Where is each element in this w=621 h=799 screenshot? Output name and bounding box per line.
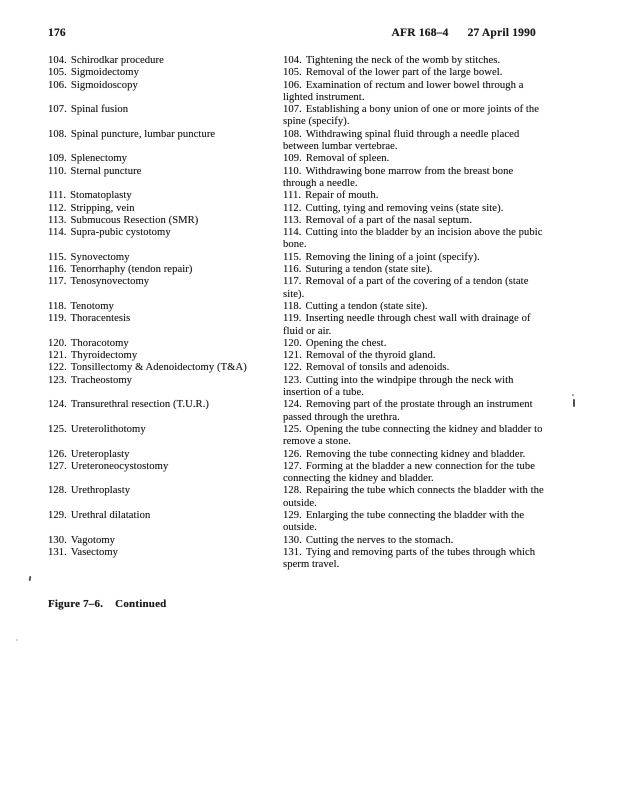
procedure-term bbox=[48, 350, 283, 362]
term-number: 121. bbox=[48, 350, 67, 362]
definition-text: Removal of the lower part of the large bowel. bbox=[305, 67, 503, 79]
definition-text: Removal of a part of the covering of a tendon (state site). bbox=[283, 276, 529, 300]
definition-text: Cutting into the windpipe through the neck with insertion of a tube. bbox=[283, 374, 514, 399]
definition-number: 113. bbox=[283, 214, 302, 226]
term-number: 128. bbox=[48, 485, 67, 497]
definition-text: Inserting needle through chest wall with drainage of fluid or air. bbox=[283, 313, 531, 337]
definition-text: Removal of a part of the nasal septum. bbox=[305, 214, 473, 226]
term-number: 104. bbox=[48, 55, 67, 66]
term-text: Supra-pubic cystotomy bbox=[70, 227, 171, 239]
term-text: Schirodkar procedure bbox=[70, 55, 164, 66]
term-number: 106. bbox=[48, 79, 67, 91]
procedure-term bbox=[48, 203, 283, 215]
definition-number: 116. bbox=[283, 264, 302, 276]
definition-text: Cutting a tendon (state site). bbox=[305, 300, 428, 312]
term-text: Thyroidectomy bbox=[70, 350, 138, 362]
glossary-row bbox=[48, 485, 545, 510]
procedure-term bbox=[48, 80, 283, 105]
term-text: Sternal puncture bbox=[70, 165, 142, 177]
term-text: Splenectomy bbox=[70, 153, 128, 165]
definition-text: Opening the tube connecting the kidney and bladder to remove a stone. bbox=[283, 423, 543, 448]
glossary-row bbox=[48, 362, 545, 374]
term-text: Urethral dilatation bbox=[70, 509, 151, 521]
definition-number: 112. bbox=[283, 202, 302, 214]
definition-text: Removal of tonsils and adenoids. bbox=[305, 362, 450, 374]
doc-date: 27 April 1990 bbox=[467, 27, 536, 39]
procedure-definition bbox=[283, 313, 545, 338]
term-text: Ureterolithotomy bbox=[70, 423, 146, 435]
term-text: Ureteroplasty bbox=[70, 448, 130, 460]
definition-text: Removal of the thyroid gland. bbox=[305, 350, 436, 362]
definition-number: 123. bbox=[283, 374, 302, 386]
term-text: Ureteroneocystostomy bbox=[70, 460, 169, 472]
term-number: 127. bbox=[48, 460, 67, 472]
glossary-row bbox=[48, 67, 545, 79]
procedure-term bbox=[48, 510, 283, 535]
term-text: Synovectomy bbox=[70, 251, 130, 263]
procedure-definition bbox=[283, 252, 545, 264]
glossary-row bbox=[48, 375, 545, 400]
procedure-definition bbox=[283, 535, 545, 547]
definition-number: 128. bbox=[283, 485, 302, 497]
glossary-row bbox=[48, 252, 545, 264]
definition-number: 106. bbox=[283, 79, 302, 91]
definition-number: 120. bbox=[283, 337, 302, 349]
definition-number: 107. bbox=[283, 104, 302, 116]
term-number: 111. bbox=[48, 190, 67, 202]
procedure-definition bbox=[283, 190, 545, 202]
header-right bbox=[392, 27, 536, 39]
definition-text: Removing the tube connecting kidney and bladder. bbox=[305, 448, 526, 460]
term-text: Vagotomy bbox=[70, 534, 116, 546]
definition-number: 109. bbox=[283, 153, 302, 165]
scan-artifact-apostrophe bbox=[29, 576, 32, 581]
term-number: 117. bbox=[48, 276, 67, 288]
definition-number: 118. bbox=[283, 300, 302, 312]
glossary-row bbox=[48, 313, 545, 338]
term-number: 118. bbox=[48, 300, 67, 312]
term-number: 112. bbox=[48, 202, 67, 214]
term-text: Sigmoidectomy bbox=[70, 67, 139, 79]
page-header bbox=[48, 27, 536, 39]
procedure-term bbox=[48, 166, 283, 191]
term-text: Thoracotomy bbox=[70, 337, 129, 349]
term-number: 125. bbox=[48, 423, 67, 435]
procedure-term bbox=[48, 461, 283, 486]
glossary-row bbox=[48, 535, 545, 547]
procedure-definition bbox=[283, 203, 545, 215]
definition-number: 122. bbox=[283, 362, 302, 374]
procedure-definition bbox=[283, 227, 545, 252]
procedure-term bbox=[48, 276, 283, 301]
glossary-row bbox=[48, 166, 545, 191]
term-number: 119. bbox=[48, 313, 67, 325]
definition-number: 111. bbox=[283, 190, 302, 202]
procedure-term bbox=[48, 104, 283, 129]
procedure-definition bbox=[283, 276, 545, 301]
term-number: 120. bbox=[48, 337, 67, 349]
term-text: Submucous Resection (SMR) bbox=[70, 214, 199, 226]
procedure-definition bbox=[283, 67, 545, 79]
definition-number: 126. bbox=[283, 448, 302, 460]
term-number: 114. bbox=[48, 227, 67, 239]
term-number: 105. bbox=[48, 67, 67, 79]
term-number: 115. bbox=[48, 251, 67, 263]
glossary-row bbox=[48, 338, 545, 350]
term-number: 130. bbox=[48, 534, 67, 546]
glossary-row bbox=[48, 510, 545, 535]
term-number: 126. bbox=[48, 448, 67, 460]
definition-number: 108. bbox=[283, 128, 302, 140]
doc-reference: AFR 168–4 bbox=[391, 27, 449, 39]
definition-number: 114. bbox=[283, 227, 302, 239]
procedure-definition bbox=[283, 80, 545, 105]
procedure-term bbox=[48, 55, 283, 67]
procedure-definition bbox=[283, 399, 545, 424]
term-text: Thoracentesis bbox=[70, 313, 131, 325]
term-number: 122. bbox=[48, 362, 67, 374]
procedure-term bbox=[48, 153, 283, 165]
definition-number: 119. bbox=[283, 313, 302, 325]
procedure-glossary bbox=[48, 55, 545, 571]
procedure-term bbox=[48, 375, 283, 400]
definition-text: Tightening the neck of the womb by stitches. bbox=[305, 55, 501, 66]
procedure-term bbox=[48, 362, 283, 374]
term-text: Stripping, vein bbox=[70, 202, 135, 214]
term-text: Sigmoidoscopy bbox=[70, 79, 138, 91]
procedure-definition bbox=[283, 547, 545, 572]
glossary-row bbox=[48, 227, 545, 252]
definition-number: 121. bbox=[283, 350, 302, 362]
procedure-term bbox=[48, 338, 283, 350]
glossary-row bbox=[48, 350, 545, 362]
definition-text: Withdrawing bone marrow from the breast bone through a needle. bbox=[283, 165, 514, 189]
term-text: Tenosynovectomy bbox=[70, 276, 150, 288]
term-number: 129. bbox=[48, 509, 67, 521]
procedure-term bbox=[48, 485, 283, 510]
glossary-row bbox=[48, 80, 545, 105]
procedure-definition bbox=[283, 129, 545, 154]
term-text: Tenorrhaphy (tendon repair) bbox=[70, 264, 193, 276]
procedure-term bbox=[48, 399, 283, 424]
term-number: 109. bbox=[48, 153, 67, 165]
term-text: Urethroplasty bbox=[70, 485, 131, 497]
procedure-term bbox=[48, 449, 283, 461]
definition-text: Forming at the bladder a new connection for the tube connecting the kidney and bladder. bbox=[283, 460, 536, 485]
definition-number: 115. bbox=[283, 251, 302, 263]
procedure-definition bbox=[283, 510, 545, 535]
definition-text: Tying and removing parts of the tubes through which sperm travel. bbox=[283, 546, 536, 571]
procedure-definition bbox=[283, 424, 545, 449]
term-text: Tenotomy bbox=[70, 300, 114, 312]
procedure-term bbox=[48, 190, 283, 202]
definition-number: 124. bbox=[283, 399, 302, 411]
scan-artifact-tick bbox=[573, 399, 575, 407]
procedure-term bbox=[48, 215, 283, 227]
definition-number: 105. bbox=[283, 67, 302, 79]
procedure-definition bbox=[283, 215, 545, 227]
figure-label: Figure 7–6. bbox=[48, 598, 104, 610]
procedure-term bbox=[48, 424, 283, 449]
definition-number: 110. bbox=[283, 165, 302, 177]
glossary-row bbox=[48, 399, 545, 424]
procedure-term bbox=[48, 264, 283, 276]
definition-text: Removing part of the prostate through an instrument passed through the urethra. bbox=[283, 399, 533, 423]
term-number: 123. bbox=[48, 374, 67, 386]
glossary-row bbox=[48, 449, 545, 461]
term-text: Stomatoplasty bbox=[70, 190, 132, 202]
definition-text: Examination of rectum and lower bowel through a lighted instrument. bbox=[283, 79, 524, 103]
definition-number: 104. bbox=[283, 55, 302, 66]
procedure-definition bbox=[283, 485, 545, 510]
procedure-definition bbox=[283, 375, 545, 400]
definition-text: Removing the lining of a joint (specify). bbox=[305, 251, 480, 263]
glossary-row bbox=[48, 203, 545, 215]
glossary-row bbox=[48, 276, 545, 301]
definition-text: Enlarging the tube connecting the bladder with the outside. bbox=[283, 509, 525, 534]
definition-text: Repair of mouth. bbox=[305, 190, 379, 202]
term-number: 131. bbox=[48, 546, 67, 558]
figure-status: Continued bbox=[115, 598, 167, 610]
procedure-definition bbox=[283, 55, 545, 67]
glossary-row bbox=[48, 301, 545, 313]
glossary-row bbox=[48, 461, 545, 486]
term-text: Spinal puncture, lumbar puncture bbox=[70, 128, 216, 140]
term-text: Tonsillectomy & Adenoidectomy (T&A) bbox=[70, 362, 247, 374]
term-number: 116. bbox=[48, 264, 67, 276]
procedure-term bbox=[48, 129, 283, 154]
glossary-row bbox=[48, 190, 545, 202]
procedure-definition bbox=[283, 362, 545, 374]
term-number: 110. bbox=[48, 165, 67, 177]
procedure-term bbox=[48, 67, 283, 79]
procedure-term bbox=[48, 535, 283, 547]
definition-number: 117. bbox=[283, 276, 302, 288]
definition-text: Establishing a bony union of one or more joints of the spine (specify). bbox=[283, 104, 540, 128]
term-number: 124. bbox=[48, 399, 67, 411]
scan-artifact-dot bbox=[16, 639, 18, 641]
definition-number: 127. bbox=[283, 460, 302, 472]
term-text: Vasectomy bbox=[70, 546, 119, 558]
term-number: 108. bbox=[48, 128, 67, 140]
definition-number: 125. bbox=[283, 423, 302, 435]
procedure-definition bbox=[283, 104, 545, 129]
procedure-definition bbox=[283, 449, 545, 461]
procedure-term bbox=[48, 547, 283, 572]
term-number: 113. bbox=[48, 214, 67, 226]
glossary-row bbox=[48, 104, 545, 129]
procedure-definition bbox=[283, 264, 545, 276]
glossary-row bbox=[48, 264, 545, 276]
term-number: 107. bbox=[48, 104, 67, 116]
procedure-term bbox=[48, 252, 283, 264]
glossary-row bbox=[48, 55, 545, 67]
term-text: Spinal fusion bbox=[70, 104, 129, 116]
procedure-term bbox=[48, 301, 283, 313]
definition-text: Cutting into the bladder by an incision above the pubic bone. bbox=[283, 227, 543, 251]
definition-text: Opening the chest. bbox=[305, 337, 387, 349]
procedure-term bbox=[48, 227, 283, 252]
definition-number: 130. bbox=[283, 534, 302, 546]
term-text: Tracheostomy bbox=[70, 374, 133, 386]
definition-text: Cutting the nerves to the stomach. bbox=[305, 534, 454, 546]
procedure-term bbox=[48, 313, 283, 338]
definition-text: Removal of spleen. bbox=[305, 153, 390, 165]
definition-number: 131. bbox=[283, 546, 302, 558]
glossary-row bbox=[48, 215, 545, 227]
figure-caption bbox=[48, 598, 167, 610]
procedure-definition bbox=[283, 338, 545, 350]
procedure-definition bbox=[283, 461, 545, 486]
definition-text: Withdrawing spinal fluid through a needle placed between lumbar vertebrae. bbox=[283, 128, 520, 153]
term-text: Transurethral resection (T.U.R.) bbox=[70, 399, 210, 411]
procedure-definition bbox=[283, 350, 545, 362]
procedure-definition bbox=[283, 301, 545, 313]
glossary-row bbox=[48, 547, 545, 572]
glossary-row bbox=[48, 129, 545, 154]
definition-text: Cutting, tying and removing veins (state site). bbox=[305, 202, 504, 214]
page-number: 176 bbox=[48, 27, 66, 39]
glossary-row bbox=[48, 153, 545, 165]
scan-artifact-tick-dot bbox=[572, 394, 574, 396]
definition-text: Suturing a tendon (state site). bbox=[305, 264, 433, 276]
glossary-row bbox=[48, 424, 545, 449]
definition-number: 129. bbox=[283, 509, 302, 521]
procedure-definition bbox=[283, 153, 545, 165]
procedure-definition bbox=[283, 166, 545, 191]
definition-text: Repairing the tube which connects the bladder with the outside. bbox=[283, 485, 544, 509]
